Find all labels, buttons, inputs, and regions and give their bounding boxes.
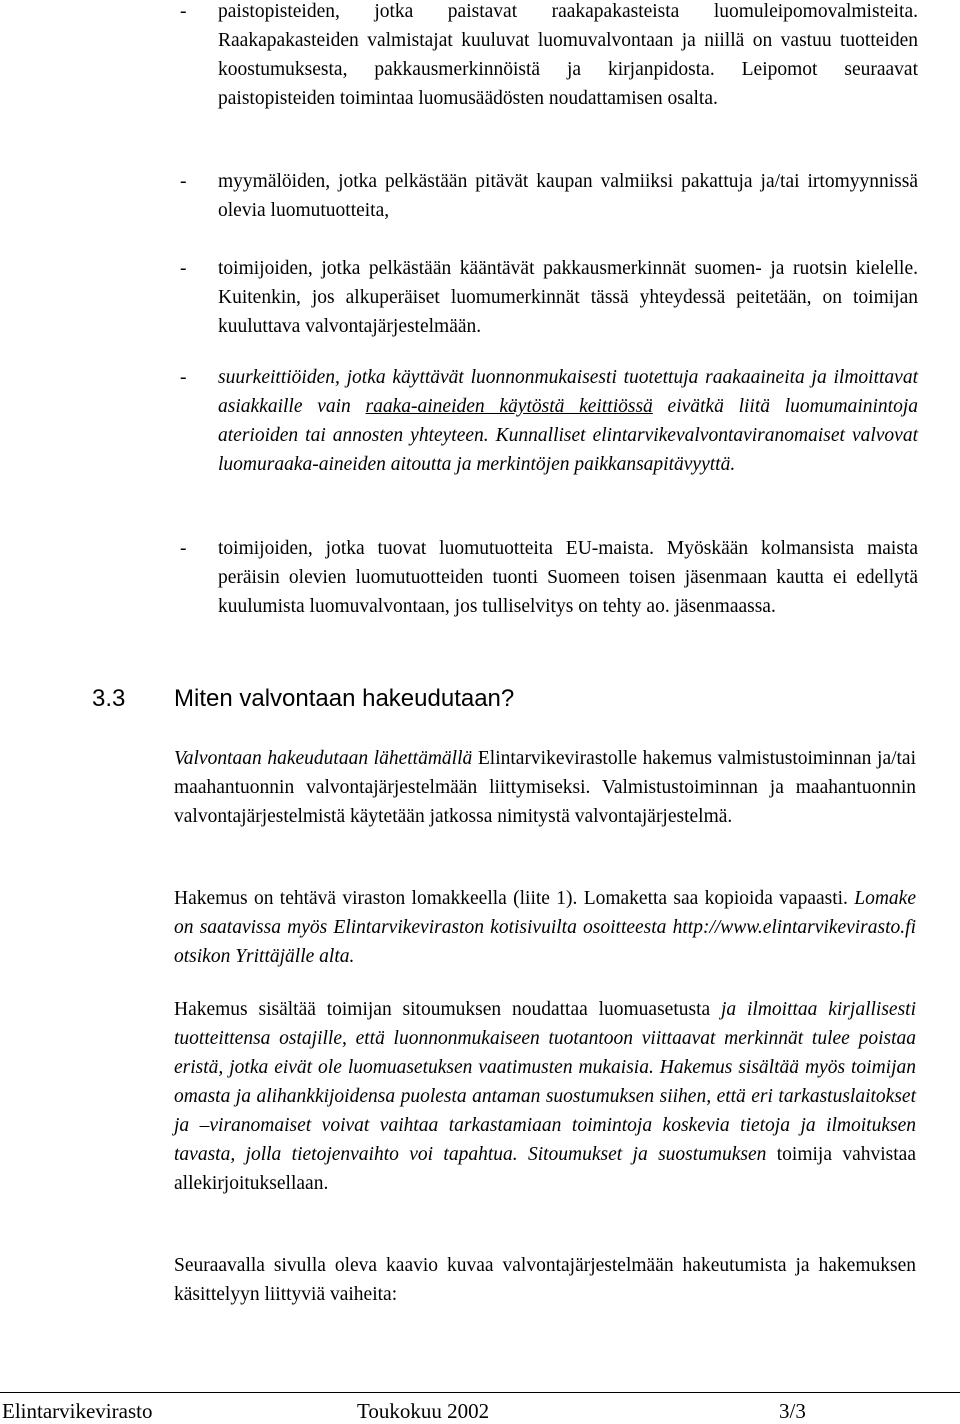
paragraph-text: Elintarvikevirastolle hakemus valmistustoiminnan ja/tai maahantuonnin valvontajärjestelmään liittymiseksi. Valmistustoiminnan ja maahantuonnin valvontajärjestelmistä käytetään jatkossa nimitystä valvontajärjestelmä. bbox=[174, 748, 917, 827]
paragraph-italic: ja ilmoittaa kirjallisesti tuotteittensa ostajille, että luonnonmukaiseen tuotantoon viittaavat merkinnät tulee poistaa eristä, jotka eivät ole luomuasetuksen vaatimusten mukaisia. Hakemus sisältää myös toimijan omasta ja alihankkijoidensa puolesta antaman suostumuksen siihen, että eri tarkastuslaitokset ja –viranomaiset voivat vaihtaa tarkastamiaan toimintoja koskevia tietoja ja ilmoituksen tavasta, jolla tietojenvaihto voi tapahtua. Sitoumukset ja suostumuksen bbox=[174, 999, 916, 1165]
bullet-dash: - bbox=[180, 1, 187, 22]
bullet-dash: - bbox=[180, 171, 187, 192]
section-title-row bbox=[92, 684, 515, 714]
page-footer bbox=[0, 1392, 960, 1424]
bullet-text-italic: Kunnalliset elintarvikevalvontaviranomaiset valvovat luomuraaka-aineiden aitoutta ja merkintöjen paikkansapitävyyttä. bbox=[218, 425, 918, 475]
bullet-text: paistopisteiden, jotka paistavat raakapakasteista luomuleipomovalmisteita. Raakapakasteiden valmistajat kuuluvat luomuvalvontaan ja niillä on vastuu tuotteiden koostumuksesta, pakkausmerkinnöistä ja kirjanpidosta. Leipomot seuraavat paistopisteiden toimintaa luomusäädösten noudattamisen osalta. bbox=[218, 1, 918, 109]
bullet-dash: - bbox=[180, 367, 187, 388]
paragraph-text: Hakemus on tehtävä viraston lomakkeella (liite 1). Lomaketta saa kopioida vapaasti. bbox=[174, 888, 855, 909]
footer-page-number: 3/3 bbox=[779, 1399, 806, 1423]
bullet-text-underlined: raaka-aineiden käytöstä keittiössä bbox=[365, 396, 653, 417]
paragraph-italic: Valvontaan hakeudutaan lähettämällä bbox=[174, 748, 473, 769]
bullet-text-italic: suurkeittiöiden, jotka käyttävät luonnonmukaisesti tuotettuja raakaaineita ja ilmoittavat asiakkaille vain bbox=[218, 367, 918, 417]
paragraph-kaavio: Seuraavalla sivulla oleva kaavio kuvaa valvontajärjestelmään hakeutumista ja hakemuksen käsittelyyn liittyviä vaiheita: bbox=[174, 1255, 916, 1305]
bullet-eu-tuojat bbox=[180, 534, 918, 621]
bullet-text: toimijoiden, jotka tuovat luomutuotteita EU-maista. Myöskään kolmansista maista peräisin olevien luomutuotteiden tuonti Suomeen toisen jäsenmaan kautta ei edellytä kuulumista luomuvalvontaan, jos tulliselvitys on tehty ao. jäsenmaassa. bbox=[218, 538, 918, 617]
paragraph-lomake bbox=[174, 884, 916, 971]
bullet-text bbox=[218, 363, 918, 479]
bullet-dash: - bbox=[180, 258, 187, 279]
bullet-text-italic: eivätkä liitä luomumainintoja aterioiden tai annosten yhteyteen. bbox=[218, 396, 918, 446]
bullet-kaantajat bbox=[180, 254, 918, 341]
section-number-label: 3.3 bbox=[92, 685, 126, 712]
bullet-text: toimijoiden, jotka pelkästään kääntävät pakkausmerkinnät suomen- ja ruotsin kielelle. Kuitenkin, jos alkuperäiset luomumerkinnät tässä yhteydessä peitetään, on toimijan kuuluttava valvontajärjestelmään. bbox=[218, 258, 918, 337]
bullet-text: myymälöiden, jotka pelkästään pitävät kaupan valmiiksi pakattuja ja/tai irtomyynnissä olevia luomutuotteita, bbox=[218, 171, 918, 221]
paragraph-hakeutuminen bbox=[174, 744, 916, 831]
bullet-dash: - bbox=[180, 538, 187, 559]
paragraph-text: Hakemus sisältää toimijan sitoumuksen noudattaa luomuasetusta bbox=[174, 999, 721, 1020]
bullet-myymalat bbox=[180, 167, 918, 225]
paragraph-sitoumus bbox=[174, 995, 916, 1198]
section-title: Miten valvontaan hakeudutaan? bbox=[174, 685, 515, 712]
bullet-paistopisteet bbox=[180, 0, 918, 113]
paragraph-text: toimija vahvistaa allekirjoituksellaan. bbox=[174, 1144, 916, 1194]
bullet-suurkeittiot bbox=[180, 363, 918, 479]
footer-date: Toukokuu 2002 bbox=[357, 1399, 490, 1423]
paragraph-italic: Lomake on saatavissa myös Elintarvikeviraston kotisivuilta osoitteesta http://www.elintarvikevirasto.fi otsikon Yrittäjälle alta. bbox=[174, 888, 916, 967]
footer-organization: Elintarvikevirasto bbox=[2, 1399, 153, 1423]
